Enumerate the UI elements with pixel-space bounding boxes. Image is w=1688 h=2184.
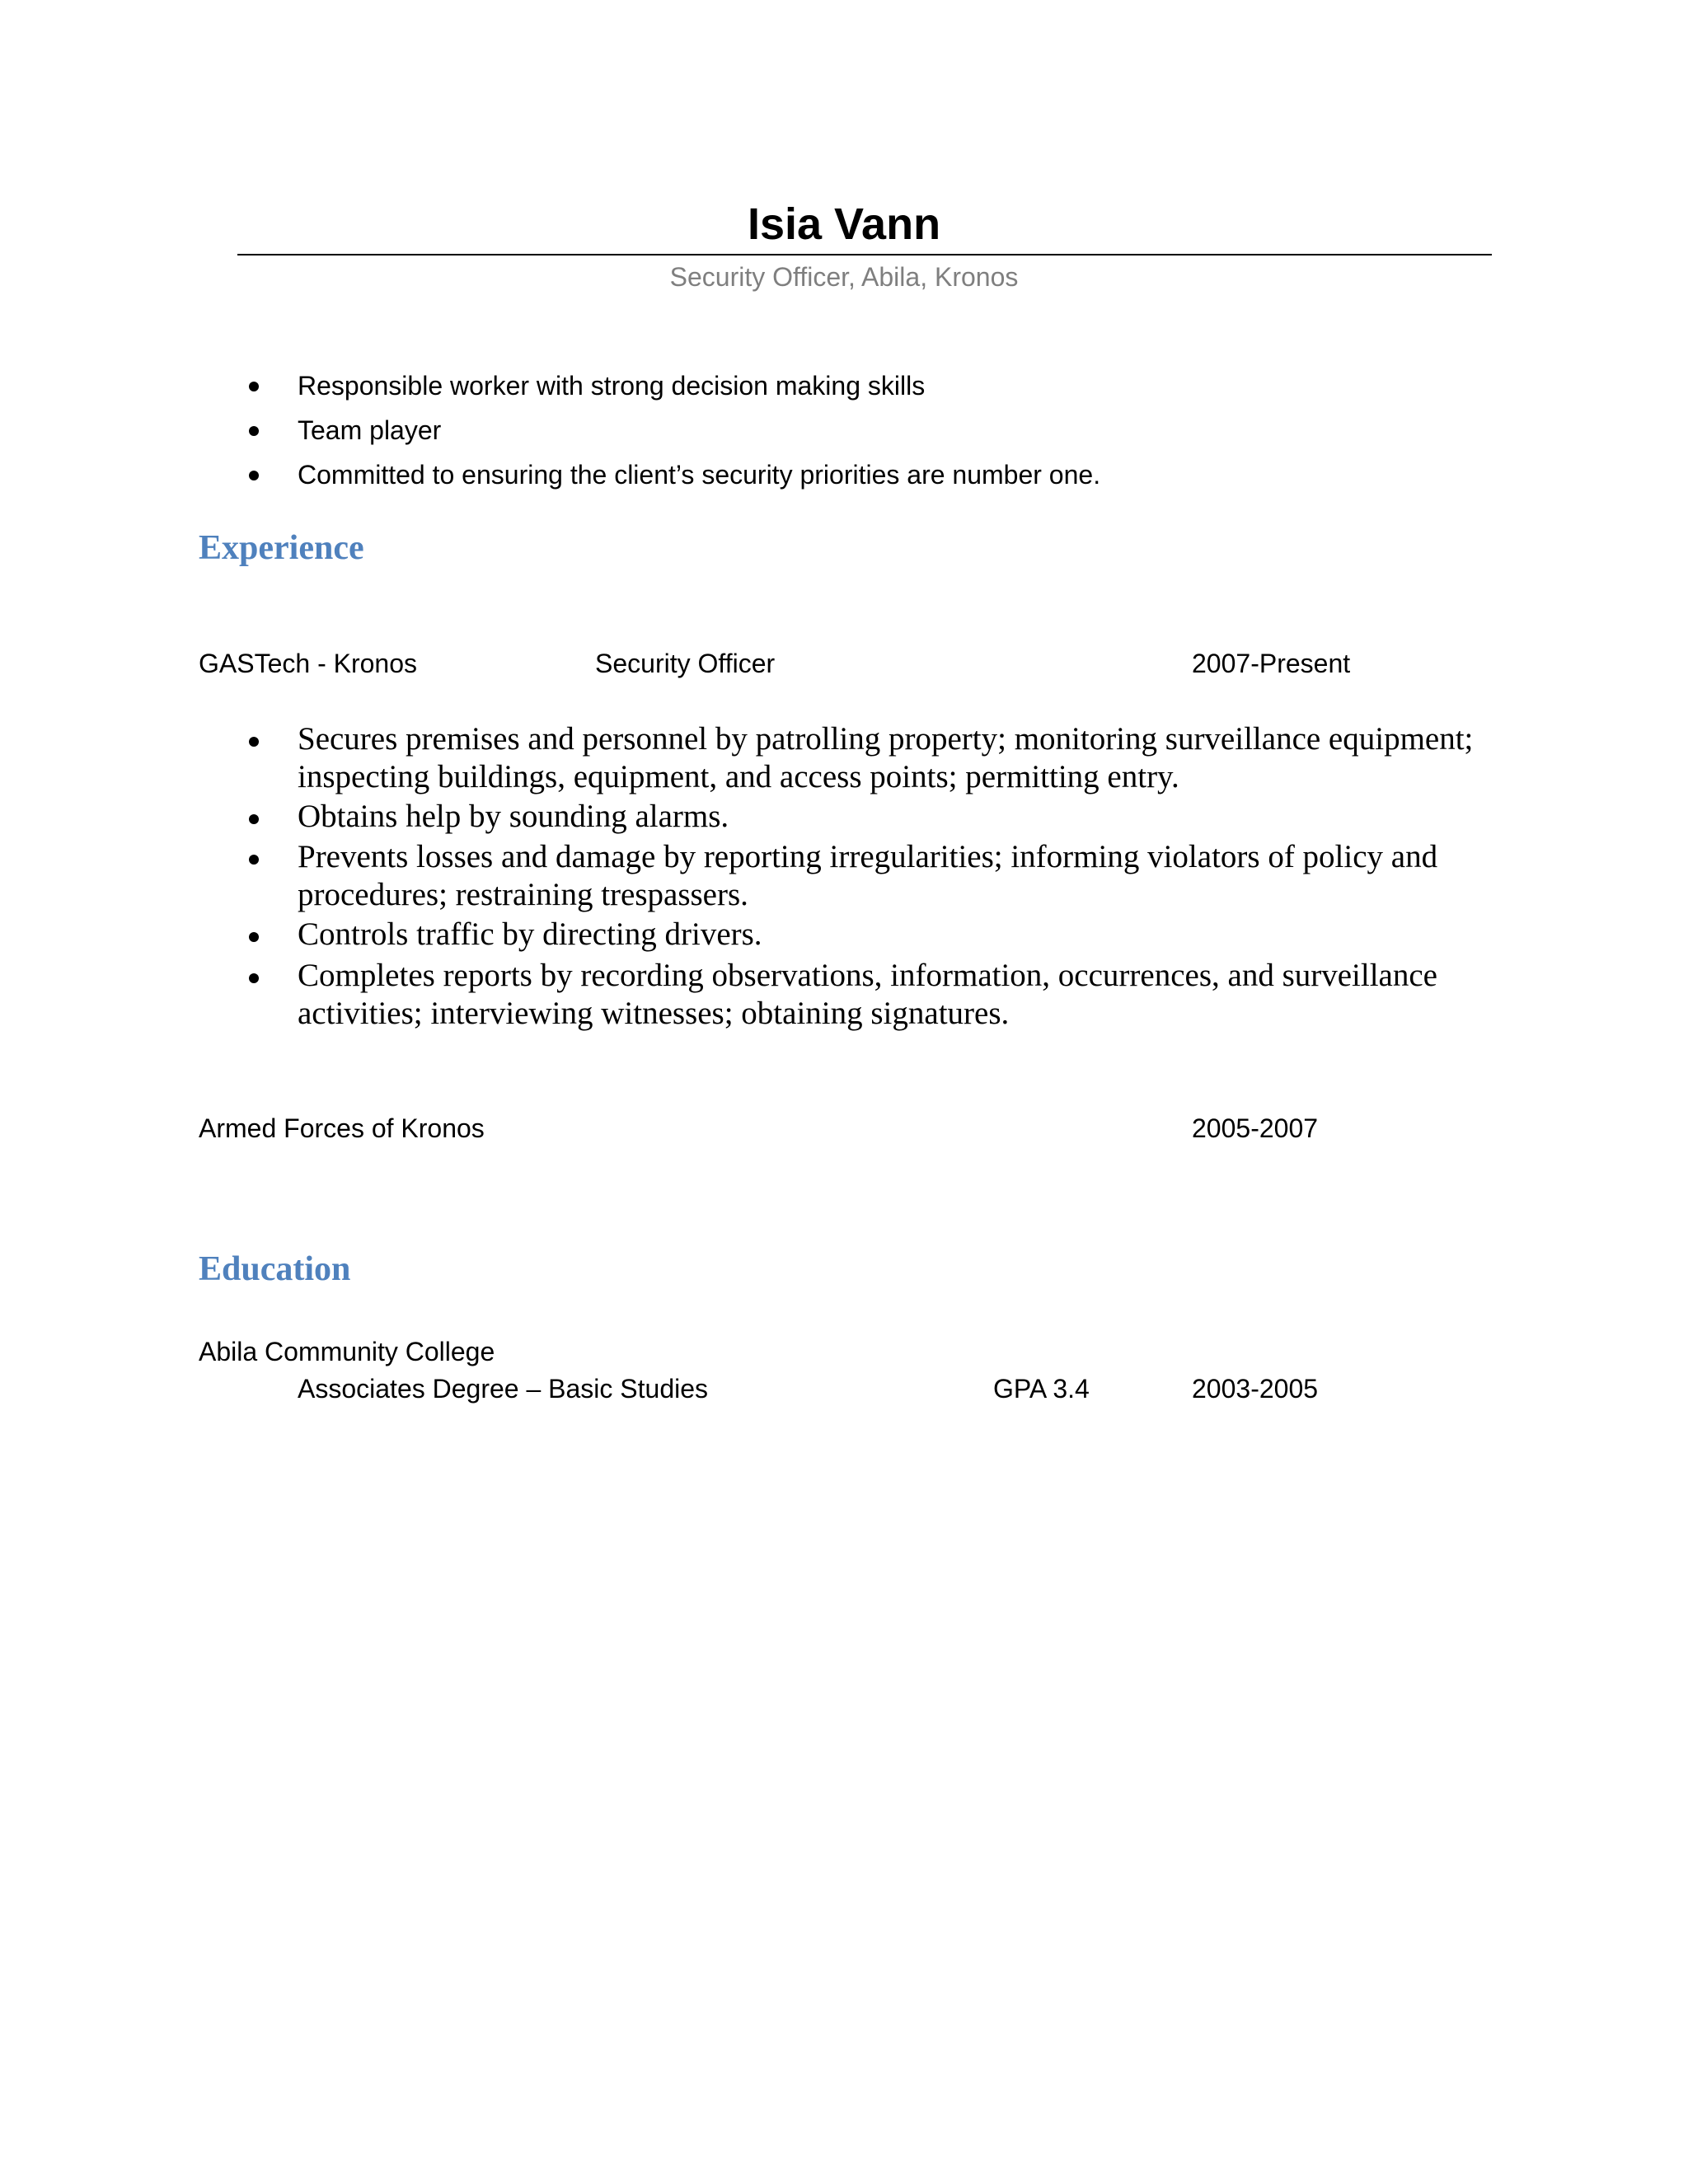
duty-text: Secures premises and personnel by patrolling property; monitoring surveillance equipment; inspecting buildings, equipment, and access points; permitting entry.: [298, 721, 1474, 794]
bullet-icon: [249, 382, 259, 391]
experience-heading: Experience: [199, 529, 364, 567]
job-title: Security Officer: [595, 649, 776, 678]
duty-text: Completes reports by recording observations, information, occurrences, and surveillance activities; interviewing witnesses; obtaining signatures.: [298, 958, 1437, 1031]
education-gpa: GPA 3.4: [993, 1374, 1090, 1404]
bullet-icon: [249, 932, 259, 942]
bullet-icon: [249, 471, 259, 480]
bullet-icon: [249, 737, 259, 747]
summary-item-text: Team player: [298, 415, 442, 445]
bullet-icon: [249, 855, 259, 865]
education-degree: Associates Degree – Basic Studies: [298, 1374, 709, 1404]
education-school: Abila Community College: [199, 1337, 495, 1366]
education-heading: Education: [199, 1250, 351, 1288]
bullet-icon: [249, 426, 259, 436]
summary-item-text: Responsible worker with strong decision making skills: [298, 371, 926, 401]
duty-text: Prevents losses and damage by reporting irregularities; informing violators of policy and procedures; restraining trespassers.: [298, 839, 1438, 912]
job-dates: 2005-2007: [1192, 1113, 1319, 1143]
bullet-icon: [249, 973, 259, 983]
education-dates: 2003-2005: [1192, 1374, 1319, 1404]
job-employer: Armed Forces of Kronos: [199, 1113, 485, 1143]
summary-item-text: Committed to ensuring the client’s security priorities are number one.: [298, 460, 1101, 490]
bullet-icon: [249, 814, 259, 824]
job-employer: GASTech - Kronos: [199, 649, 417, 678]
title-rule: [237, 254, 1492, 255]
duty-text: Controls traffic by directing drivers.: [298, 916, 762, 952]
resume-name: Isia Vann: [747, 199, 941, 249]
duty-text: Obtains help by sounding alarms.: [298, 799, 729, 834]
job-dates: 2007-Present: [1192, 649, 1351, 678]
resume-subtitle: Security Officer, Abila, Kronos: [669, 262, 1019, 292]
